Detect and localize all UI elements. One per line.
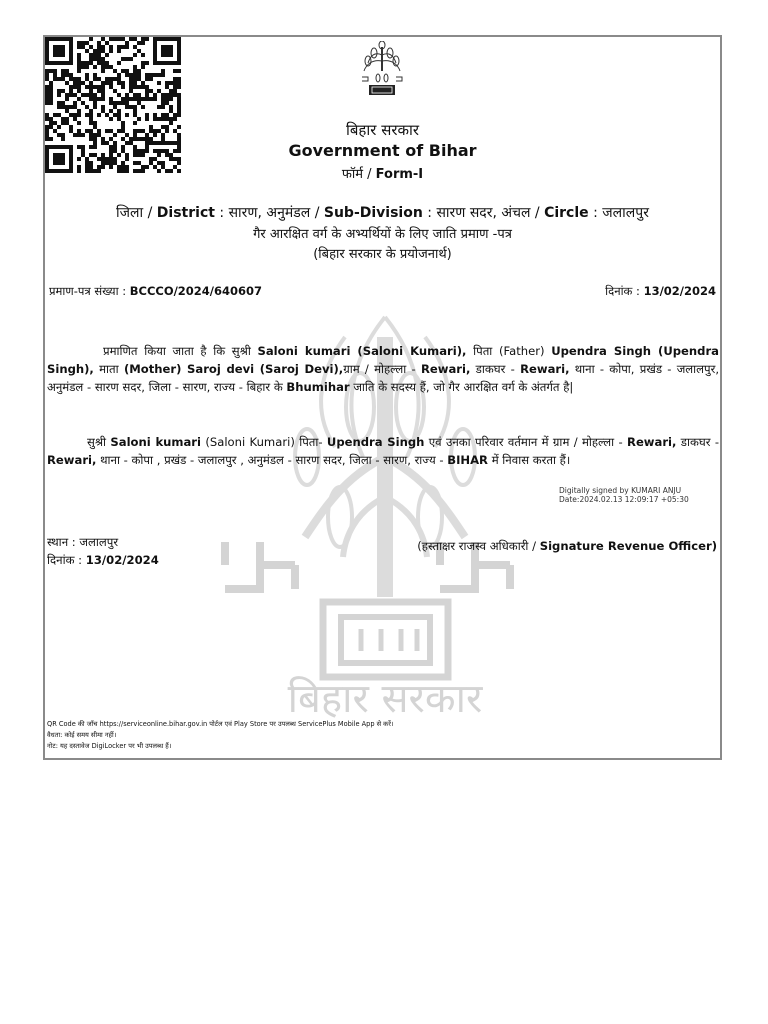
certificate-date: दिनांक : 13/02/2024	[605, 284, 716, 298]
residence-paragraph: सुश्री Saloni kumari (Saloni Kumari) पिता- Upendra Singh एवं उनका परिवार वर्तमान में ग्राम / मोहल्ला - Rewari, डाकघर - Rewari, थाना - कोपा , प्रखंड - जलालपुर , अनुमंडल - सारण सदर, जिला - सारण, राज्य - BIHAR में निवास करता हैं।	[47, 435, 720, 467]
government-title-english: Government of Bihar	[288, 141, 477, 160]
form-label: फॉर्म / Form-I	[341, 167, 424, 182]
certificate-title: गैर आरक्षित वर्ग के अभ्यर्थियों के लिए जाति प्रमाण -पत्र	[253, 227, 512, 242]
svg-text:बिहार सरकार: बिहार सरकार	[287, 676, 483, 722]
certificate-frame	[43, 35, 722, 760]
digital-signature-stamp: Digitally signed by KUMARI ANJU Date:2024.02.13 12:09:17 +05:30	[559, 486, 689, 504]
certificate-subtitle: (बिहार सरकार के प्रयोजनार्थ)	[313, 247, 452, 262]
place-and-date: स्थान : जलालपुर दिनांक : 13/02/2024	[47, 535, 159, 567]
verification-notes: QR Code की जाँच https://serviceonline.bihar.gov.in पोर्टल एवं Play Store पर उपलब्ध ServicePlus Mobile App से करें। वैधता: कोई समय सीमा नहीं। नोट: यह दस्तावेज DigiLocker पर भी उपलब्ध हैं।	[47, 720, 394, 750]
location-line: जिला / District : सारण, अनुमंडल / Sub-Division : सारण सदर, अंचल / Circle : जलालपुर	[116, 205, 649, 221]
certificate-body-paragraph: प्रमाणित किया जाता है कि सुश्री Saloni kumari (Saloni Kumari), पिता (Father) Upendra Singh (Upendra Singh), माता (Mother) Saroj devi (Saroj Devi),ग्राम / मोहल्ला - Rewari, डाकघर - Rewari, थाना - कोपा, प्रखंड - जलालपुर, अनुमंडल - सारण सदर, जिला - सारण, राज्य - बिहार के Bhumihar जाति के सदस्य हैं, जो गैर आरक्षित वर्ग के अंतर्गत है|	[47, 344, 720, 394]
signature-revenue-officer: (हस्ताक्षर राजस्व अधिकारी / Signature Revenue Officer)	[417, 539, 717, 553]
state-emblem-icon	[352, 41, 412, 103]
government-title-hindi: बिहार सरकार	[345, 121, 420, 139]
certificate-number: प्रमाण-पत्र संख्या : BCCCO/2024/640607	[49, 284, 263, 298]
